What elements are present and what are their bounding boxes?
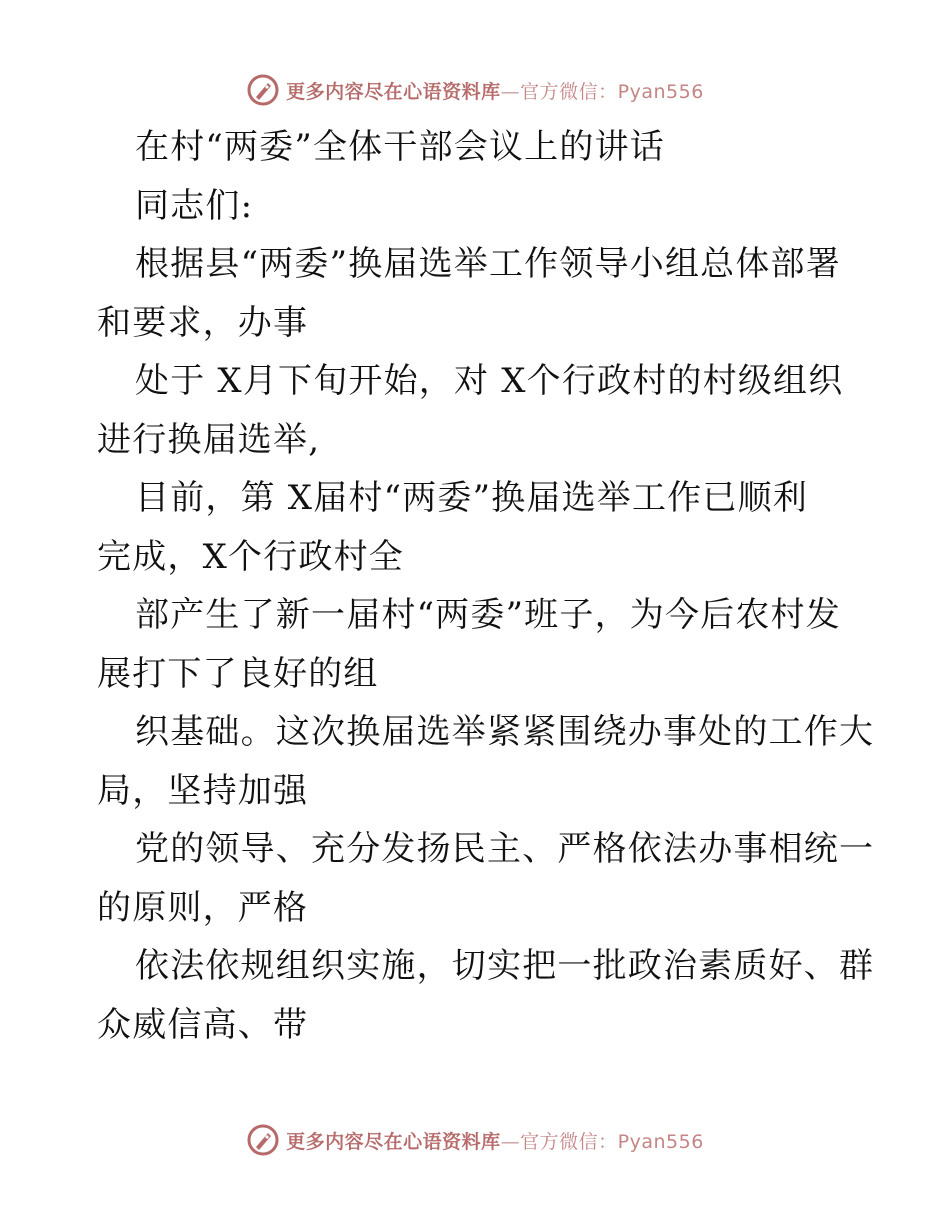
- pen-nib-circle-icon: [246, 73, 280, 107]
- watermark-brand: 更多内容尽在心语资料库: [286, 80, 501, 103]
- text-line: 依法依规组织实施，切实把一批政治素质好、群: [135, 946, 875, 986]
- text-line: 众威信高、带: [97, 1004, 309, 1045]
- watermark-text: [286, 77, 704, 104]
- watermark-brand: 更多内容尽在心语资料库: [286, 1130, 501, 1153]
- text-line: 目前，第 X届村“两委”换届选举工作已顺利: [135, 478, 808, 518]
- watermark-separator: —: [500, 1130, 521, 1153]
- document-body: [97, 118, 875, 1054]
- text-line: 党的领导、充分发扬民主、严格依法办事相统一: [135, 829, 875, 869]
- text-line: 根据县“两委”换届选举工作领导小组总体部署: [135, 244, 841, 284]
- pen-nib-circle-icon: [246, 1123, 280, 1157]
- text-line: 进行换届选举,: [97, 419, 321, 460]
- text-line: 局，坚持加强: [97, 770, 309, 811]
- text-line: 完成，X个行政村全: [97, 536, 405, 577]
- text-line: 的原则，严格: [97, 887, 309, 928]
- text-line: 同志们:: [135, 185, 254, 226]
- watermark-separator: —: [500, 80, 521, 103]
- text-line: 处于 X月下旬开始，对 X个行政村的村级组织: [135, 361, 844, 401]
- watermark-account: 官方微信：Pyan556: [520, 80, 704, 103]
- watermark-text: [286, 1127, 704, 1154]
- document-title: 在村“两委”全体干部会议上的讲话: [135, 127, 665, 167]
- header-watermark: [0, 70, 950, 110]
- text-line: 织基础。这次换届选举紧紧围绕办事处的工作大: [135, 712, 875, 752]
- text-line: 部产生了新一届村“两委”班子，为今后农村发: [135, 595, 841, 635]
- watermark-account: 官方微信：Pyan556: [520, 1130, 704, 1153]
- footer-watermark: [0, 1120, 950, 1160]
- text-line: 展打下了良好的组: [97, 653, 379, 694]
- text-line: 和要求，办事: [97, 302, 309, 343]
